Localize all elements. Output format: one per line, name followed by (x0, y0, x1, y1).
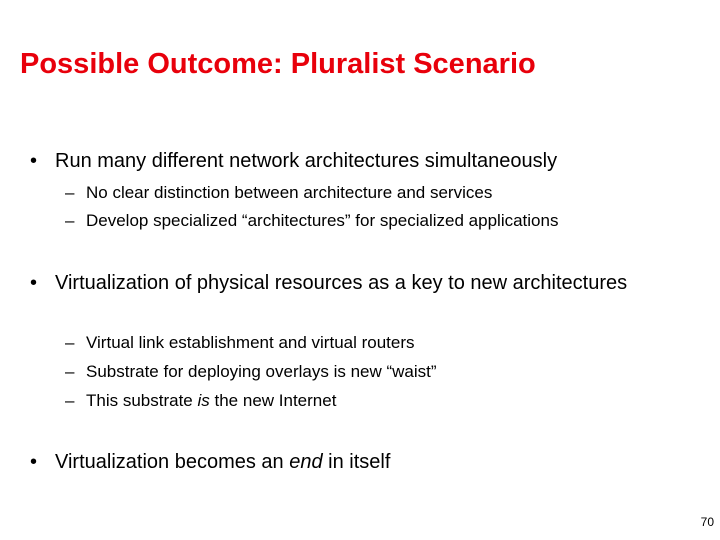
bullet-2-subitem-3-text (86, 391, 336, 411)
dash-marker: – (65, 183, 75, 202)
bullet-1-subitem-1-text: No clear distinction between architecture and services (86, 183, 493, 202)
bullet-2-subitem-1 (65, 333, 415, 353)
dash-marker: – (65, 211, 75, 230)
slide-title: Possible Outcome: Pluralist Scenario (20, 48, 536, 80)
text-segment: Virtualization becomes an (55, 451, 290, 473)
dash-marker: – (65, 362, 75, 381)
bullet-2 (30, 271, 655, 296)
dash-marker: – (65, 333, 75, 352)
emphasis-text: is (197, 391, 210, 410)
bullet-1-subitem-2 (65, 211, 558, 231)
bullet-2-subitem-1-text: Virtual link establishment and virtual routers (86, 333, 415, 352)
bullet-3 (30, 450, 655, 475)
bullet-2-subitem-2 (65, 362, 437, 382)
bullet-1-subitem-1 (65, 183, 492, 203)
bullet-marker: • (30, 451, 38, 473)
bullet-1-text: Run many different network architectures simultaneously (55, 150, 558, 172)
text-segment: in itself (322, 451, 391, 473)
bullet-marker: • (30, 272, 38, 294)
bullet-1-subitem-2-text: Develop specialized “architectures” for specialized applications (86, 211, 559, 230)
bullet-3-text (55, 450, 655, 475)
bullet-2-subitem-3 (65, 391, 336, 411)
bullet-marker: • (30, 150, 38, 172)
dash-marker: – (65, 391, 75, 410)
page-number: 70 (700, 515, 714, 529)
text-segment: This substrate (86, 391, 198, 410)
text-segment: the new Internet (209, 391, 337, 410)
bullet-1 (30, 149, 655, 174)
bullet-2-subitem-2-text: Substrate for deploying overlays is new “waist” (86, 362, 437, 381)
bullet-2-text: Virtualization of physical resources as a key to new architectures (55, 272, 628, 294)
emphasis-text: end (289, 451, 323, 473)
